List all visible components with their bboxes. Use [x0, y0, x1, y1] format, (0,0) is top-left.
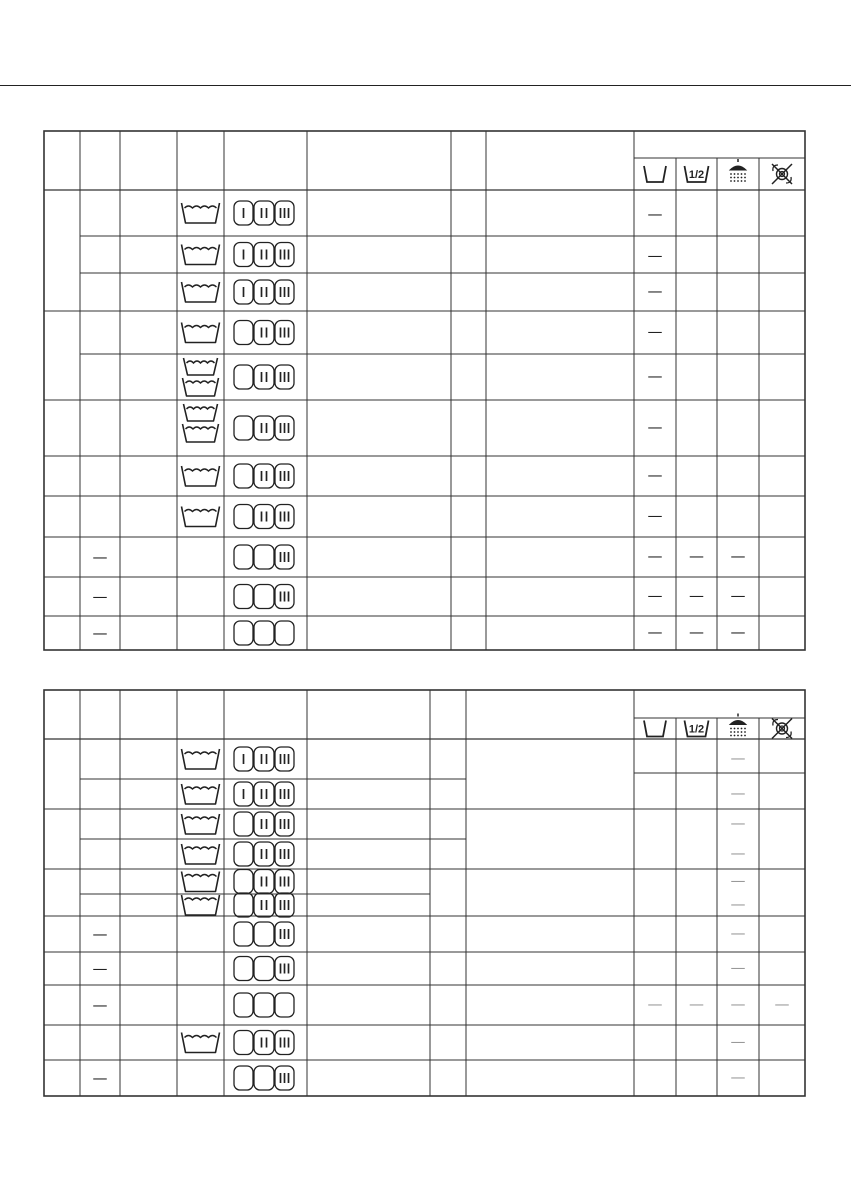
dash-mark: —	[730, 895, 746, 913]
full-load-wash-icon	[644, 721, 666, 737]
dash-mark: —	[647, 282, 663, 300]
detergent-compartments-icon	[234, 280, 294, 304]
detergent-compartments-icon	[234, 922, 294, 946]
table-row	[93, 621, 746, 645]
programme-table-2	[44, 690, 805, 1096]
dash-mark: —	[730, 547, 746, 565]
dash-mark: —	[647, 586, 663, 605]
detergent-compartments-icon	[234, 365, 294, 389]
wash-tub-icon	[182, 895, 220, 915]
wash-tub-icon	[182, 784, 220, 804]
table-row	[183, 358, 663, 396]
dash-mark: —	[92, 996, 108, 1014]
full-load-wash-icon	[644, 166, 666, 182]
table-row	[182, 321, 663, 345]
dash-mark: —	[730, 623, 746, 641]
detergent-compartments-icon	[234, 505, 294, 529]
detergent-compartments-icon	[234, 747, 294, 771]
dash-mark: —	[92, 1069, 108, 1087]
detergent-compartments-icon	[234, 893, 294, 917]
table-row	[182, 893, 746, 917]
wash-tub-icon	[184, 358, 218, 375]
detergent-compartments-icon	[234, 870, 294, 894]
table-row	[93, 1066, 746, 1090]
table-row	[182, 747, 746, 771]
dash-mark: —	[774, 995, 790, 1013]
table-row	[182, 464, 663, 488]
wash-tub-icon	[182, 1033, 220, 1053]
dash-mark: —	[647, 418, 663, 436]
detergent-compartments-icon	[234, 993, 294, 1017]
dash-mark: —	[92, 624, 108, 642]
detergent-compartments-icon	[234, 464, 294, 488]
table-row	[93, 993, 790, 1017]
detergent-compartments-icon	[234, 812, 294, 836]
dash-mark: —	[730, 784, 746, 802]
wash-tub-icon	[183, 378, 219, 396]
detergent-compartments-icon	[234, 585, 294, 609]
half-load-label: 1/2	[688, 169, 705, 181]
table-row	[182, 1031, 746, 1055]
detergent-compartments-icon	[234, 201, 294, 225]
dash-mark: —	[647, 506, 663, 525]
dash-mark: —	[647, 205, 663, 223]
detergent-compartments-icon	[234, 416, 294, 440]
half-load-wash-icon	[685, 721, 709, 737]
dash-mark: —	[92, 587, 108, 606]
wash-tub-icon	[182, 844, 220, 864]
wash-tub-icon	[182, 466, 220, 486]
table-row	[182, 201, 663, 225]
wash-tub-icon	[182, 872, 220, 892]
dash-mark: —	[730, 1068, 746, 1086]
detergent-compartments-icon	[234, 1031, 294, 1055]
dash-mark: —	[92, 548, 108, 566]
dash-mark: —	[730, 958, 746, 977]
dash-mark: —	[730, 871, 746, 890]
table-row	[182, 812, 746, 836]
no-spin-icon	[772, 164, 792, 184]
dash-mark: —	[647, 322, 663, 341]
wash-tub-icon	[182, 203, 220, 223]
dash-mark: —	[92, 959, 108, 978]
table-row	[182, 870, 746, 894]
table-row	[93, 585, 746, 609]
table-row	[182, 782, 746, 806]
dash-mark: —	[647, 995, 663, 1013]
dash-mark: —	[647, 367, 663, 385]
detergent-compartments-icon	[234, 321, 294, 345]
table-row	[182, 280, 663, 304]
dash-mark: —	[730, 814, 746, 832]
dash-mark: —	[647, 246, 663, 265]
dash-mark: —	[730, 1032, 746, 1051]
dash-mark: —	[730, 586, 746, 605]
dash-mark: —	[730, 995, 746, 1013]
dash-mark: —	[689, 586, 704, 605]
dash-mark: —	[647, 623, 663, 641]
wash-tub-icon	[182, 323, 220, 343]
dash-mark: —	[730, 924, 746, 942]
dash-mark: —	[689, 623, 704, 641]
wash-tub-icon	[182, 814, 220, 834]
table-row	[93, 922, 746, 946]
dash-mark: —	[647, 547, 663, 565]
dash-mark: —	[647, 466, 663, 484]
detergent-compartments-icon	[234, 957, 294, 981]
detergent-compartments-icon	[234, 621, 294, 645]
dash-mark: —	[730, 749, 746, 767]
detergent-compartments-icon	[234, 1066, 294, 1090]
detergent-compartments-icon	[234, 782, 294, 806]
detergent-compartments-icon	[234, 243, 294, 267]
table-row	[182, 505, 663, 529]
table-row	[182, 243, 663, 267]
wash-tub-icon	[184, 404, 218, 421]
detergent-compartments-icon	[234, 545, 294, 569]
detergent-compartments-icon	[234, 842, 294, 866]
wash-tub-icon	[182, 749, 220, 769]
half-load-label: 1/2	[688, 723, 705, 736]
dash-mark: —	[92, 925, 108, 943]
wash-tub-icon	[182, 282, 220, 302]
wash-tub-icon	[182, 245, 220, 265]
shower-rinse-icon	[730, 714, 746, 737]
table-row	[182, 842, 746, 866]
dash-mark: —	[689, 995, 704, 1013]
half-load-wash-icon	[685, 166, 709, 182]
table-row	[183, 404, 663, 442]
wash-tub-icon	[183, 424, 219, 442]
dash-mark: —	[689, 547, 704, 565]
dash-mark: —	[730, 844, 746, 862]
wash-tub-icon	[182, 507, 220, 527]
no-spin-icon	[772, 719, 792, 739]
shower-rinse-icon	[730, 159, 746, 182]
table-row	[93, 545, 746, 569]
table-row	[93, 957, 746, 981]
programme-table-1	[44, 131, 805, 650]
